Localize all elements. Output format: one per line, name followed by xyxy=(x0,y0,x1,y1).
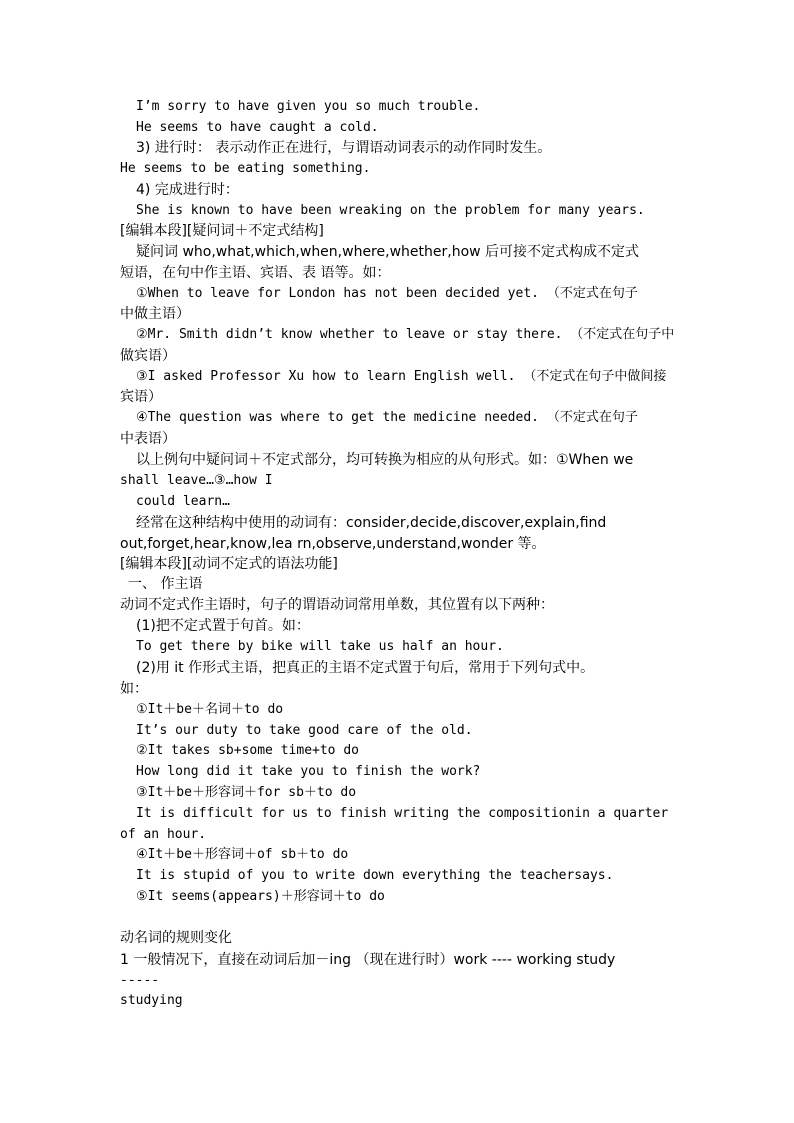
example-sentence: ④The question was where to get the medicine needed. （不定式在句子 xyxy=(136,410,638,425)
example-sentence: How long did it take you to finish the work? xyxy=(136,764,481,779)
example-sentence: It’s our duty to take good care of the old. xyxy=(136,723,473,738)
paragraph-line: 以上例句中疑问词＋不定式部分，均可转换为相应的从句形式。如：①When we xyxy=(136,452,634,468)
example-sentence: It is difficult for us to finish writing the compositionin a quarter xyxy=(136,806,669,821)
pattern-line: ②It takes sb+some time+to do xyxy=(136,743,359,758)
section-heading: [编辑本段][疑问词＋不定式结构] xyxy=(120,223,324,239)
pattern-line: ⑤It seems(appears)＋形容词＋to do xyxy=(136,889,385,904)
paragraph-line: out,forget,hear,know,lea rn,observe,understand,wonder 等。 xyxy=(120,536,546,552)
pattern-line: ③It＋be＋形容词＋for sb＋to do xyxy=(136,785,357,800)
list-heading: (1)把不定式置于句首。如： xyxy=(136,618,310,634)
example-sentence: He seems to have caught a cold. xyxy=(136,120,379,135)
section-heading: 动名词的规则变化 xyxy=(120,930,232,946)
paragraph-line: could learn… xyxy=(136,494,230,509)
section-heading: [编辑本段][动词不定式的语法功能] xyxy=(120,556,338,572)
pattern-line: ①It＋be＋名词＋to do xyxy=(136,702,284,717)
example-sentence: She is known to have been wreaking on the problem for many years. xyxy=(136,203,645,218)
example-sentence: It is stupid of you to write down everything the teachersays. xyxy=(136,868,614,883)
pattern-line: ④It＋be＋形容词＋of sb＋to do xyxy=(136,847,349,862)
list-heading: (2)用 it 作形式主语，把真正的主语不定式置于句后，常用于下列句式中。 xyxy=(136,660,595,676)
example-sentence: To get there by bike will take us half an hour. xyxy=(136,639,504,654)
paragraph-line: 短语，在句中作主语、宾语、表 语等。如： xyxy=(120,265,391,281)
example-sentence: I’m sorry to have given you so much trouble. xyxy=(136,99,481,114)
example-sentence: He seems to be eating something. xyxy=(120,161,371,176)
example-sentence: ②Mr. Smith didn’t know whether to leave or stay there. （不定式在句子中 xyxy=(136,327,675,342)
paragraph-line: 动词不定式作主语时，句子的谓语动词常用单数，其位置有以下两种： xyxy=(120,597,554,613)
example-sentence: ③I asked Professor Xu how to learn English well. （不定式在句子中做间接 xyxy=(136,369,667,384)
list-heading: 4) 完成进行时： xyxy=(136,182,239,198)
paragraph-line: 1 一般情况下，直接在动词后加－ing （现在进行时）work ---- working study xyxy=(120,952,616,968)
paragraph-line: 疑问词 who,what,which,when,where,whether,how 后可接不定式构成不定式 xyxy=(136,244,640,260)
paragraph-line: 做宾语） xyxy=(120,348,176,364)
paragraph-line: studying xyxy=(120,993,183,1008)
example-sentence: of an hour. xyxy=(120,827,207,842)
paragraph-line: 中表语） xyxy=(120,431,176,447)
subsection-heading: 一、 作主语 xyxy=(128,576,203,592)
paragraph-line: shall leave…③…how I xyxy=(120,473,273,488)
paragraph-line: 宾语） xyxy=(120,389,162,405)
paragraph-line: 如： xyxy=(120,681,148,697)
paragraph-line: 经常在这种结构中使用的动词有：consider,decide,discover,explain,find xyxy=(136,515,607,531)
paragraph-line: 中做主语） xyxy=(120,306,190,322)
paragraph-line: ----- xyxy=(120,973,160,988)
example-sentence: ①When to leave for London has not been decided yet. （不定式在句子 xyxy=(136,286,638,301)
list-heading: 3) 进行时： 表示动作正在进行，与谓语动词表示的动作同时发生。 xyxy=(136,140,552,156)
